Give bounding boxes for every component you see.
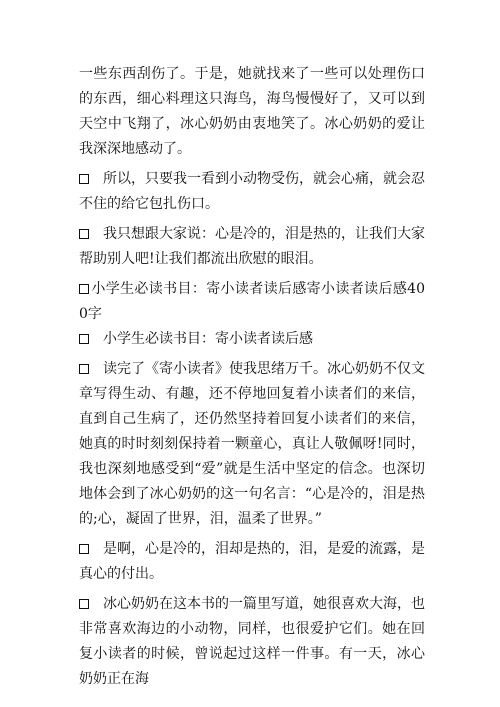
paragraph-5 — [79, 327, 425, 352]
paragraph-8 — [79, 592, 425, 692]
paragraph-7 — [79, 537, 425, 587]
paragraph-1 — [79, 62, 425, 162]
document-body — [79, 62, 425, 692]
checkbox-bullet-icon — [79, 229, 89, 239]
paragraph-8-text: 冰心奶奶在这本书的一篇里写道，她很喜欢大海，也非常喜欢海边的小动物，同样，也很爱护它们。她在回复小读者的时候，曾说起过这样一件事。有一天，冰心奶奶正在海 — [79, 596, 425, 687]
checkbox-bullet-icon — [79, 284, 89, 294]
checkbox-bullet-icon — [79, 364, 89, 374]
paragraph-5-text: 小学生必读书目：寄小读者读后感 — [103, 331, 313, 347]
paragraph-6-text: 读完了《寄小读者》使我思绪万千。冰心奶奶不仅文章写得生动、有趣，还不停地回复着小读者们的来信，直到自己生病了，还仍然坚持着回复小读者们的来信，她真的时时刻刻保持着一颗童心，真让人敬佩呀!同时，我也深刻地感受到“爱”就是生活中坚定的信念。也深切地体会到了冰心奶奶的这一句名言：“心是冷的，泪是热的;心，凝固了世界，泪，温柔了世界。” — [79, 361, 425, 527]
checkbox-bullet-icon — [79, 174, 89, 184]
paragraph-2-text: 所以，只要我一看到小动物受伤，就会心痛，就会忍不住的给它包扎伤口。 — [79, 171, 425, 212]
paragraph-4-text: 小学生必读书目：寄小读者读后感寄小读者读后感400字 — [79, 281, 425, 322]
paragraph-2 — [79, 167, 425, 217]
paragraph-3-text: 我只想跟大家说：心是冷的，泪是热的，让我们大家帮助别人吧!让我们都流出欣慰的眼泪。 — [79, 226, 425, 267]
paragraph-6 — [79, 357, 425, 532]
checkbox-bullet-icon — [79, 544, 89, 554]
paragraph-7-text: 是啊，心是冷的，泪却是热的，泪，是爱的流露，是真心的付出。 — [79, 541, 425, 582]
paragraph-1-text: 一些东西刮伤了。于是，她就找来了一些可以处理伤口的东西，细心料理这只海鸟，海鸟慢慢好了，又可以到天空中飞翔了，冰心奶奶由衷地笑了。冰心奶奶的爱让我深深地感动了。 — [79, 66, 425, 157]
checkbox-bullet-icon — [79, 334, 89, 344]
paragraph-4 — [79, 277, 425, 327]
checkbox-bullet-icon — [79, 599, 89, 609]
paragraph-3 — [79, 222, 425, 272]
